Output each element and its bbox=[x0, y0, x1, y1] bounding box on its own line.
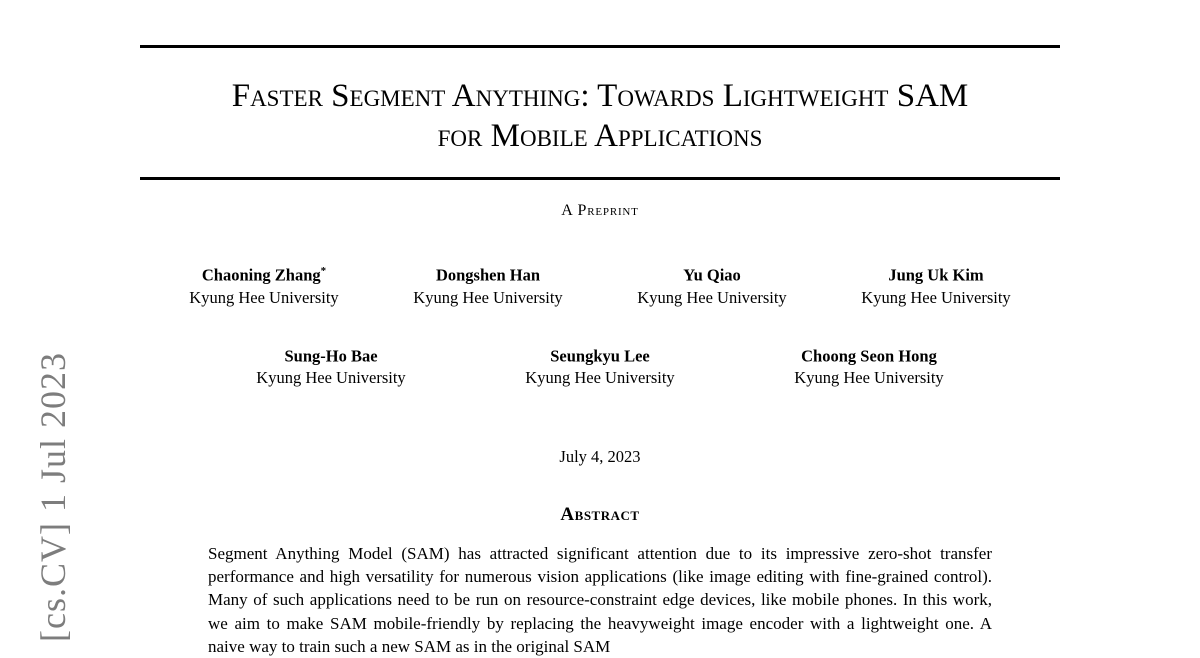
author-block bbox=[861, 260, 1011, 309]
author-block bbox=[525, 341, 675, 390]
title-rule-top bbox=[140, 45, 1060, 48]
paper-title-line-1: Faster Segment Anything: Towards Lightweight SAM bbox=[231, 78, 969, 114]
paper-title bbox=[140, 76, 1060, 156]
author-name-text: Sung-Ho Bae bbox=[284, 346, 378, 365]
preprint-label: A Preprint bbox=[561, 202, 639, 219]
author-name bbox=[256, 341, 406, 368]
author-block bbox=[413, 260, 563, 309]
authors-row-2 bbox=[140, 341, 1060, 390]
author-affiliation: Kyung Hee University bbox=[189, 287, 339, 307]
paper-date: July 4, 2023 bbox=[559, 447, 641, 466]
author-name-text: Choong Seon Hong bbox=[801, 346, 937, 365]
author-name bbox=[637, 260, 787, 287]
abstract-text: Segment Anything Model (SAM) has attracted significant attention due to its impressive zero-shot transfer performance and high versatility for numerous vision applications (like image editing with fine-grained control). Many of such applications need to be run on resource-constraint edge devices, like mobile phones. In this work, we aim to make SAM mobile-friendly by replacing the heavyweight image encoder with a lightweight one. A naive way to train such a new SAM as in the original SAM bbox=[208, 544, 992, 656]
author-name-text: Dongshen Han bbox=[435, 265, 541, 285]
paper-title-line-2: for Mobile Applications bbox=[437, 118, 763, 154]
author-block bbox=[637, 260, 787, 309]
abstract-heading: Abstract bbox=[560, 504, 640, 525]
authors-row-1 bbox=[140, 260, 1060, 309]
paper-page bbox=[140, 0, 1060, 658]
author-name bbox=[861, 260, 1011, 287]
author-name-text: Seungkyu Lee bbox=[550, 346, 650, 365]
title-rule-bottom bbox=[140, 177, 1060, 180]
author-affiliation: Kyung Hee University bbox=[794, 368, 944, 387]
author-affiliation: Kyung Hee University bbox=[256, 368, 406, 387]
author-name bbox=[189, 260, 339, 287]
author-affiliation: Kyung Hee University bbox=[861, 287, 1011, 307]
author-name bbox=[413, 260, 563, 287]
author-name-text: Yu Qiao bbox=[683, 265, 741, 285]
arxiv-watermark: [cs.CV] 1 Jul 2023 bbox=[33, 352, 73, 642]
author-affiliation: Kyung Hee University bbox=[525, 368, 675, 387]
author-affiliation: Kyung Hee University bbox=[637, 287, 787, 307]
author-name bbox=[525, 341, 675, 368]
author-affiliation: Kyung Hee University bbox=[413, 287, 563, 307]
author-footnote-mark: * bbox=[320, 265, 327, 277]
author-block bbox=[256, 341, 406, 390]
author-block bbox=[794, 341, 944, 390]
author-name-text: Chaoning Zhang bbox=[201, 265, 321, 285]
author-name-text: Jung Uk Kim bbox=[888, 265, 984, 285]
author-block bbox=[189, 260, 339, 309]
author-name bbox=[794, 341, 944, 368]
